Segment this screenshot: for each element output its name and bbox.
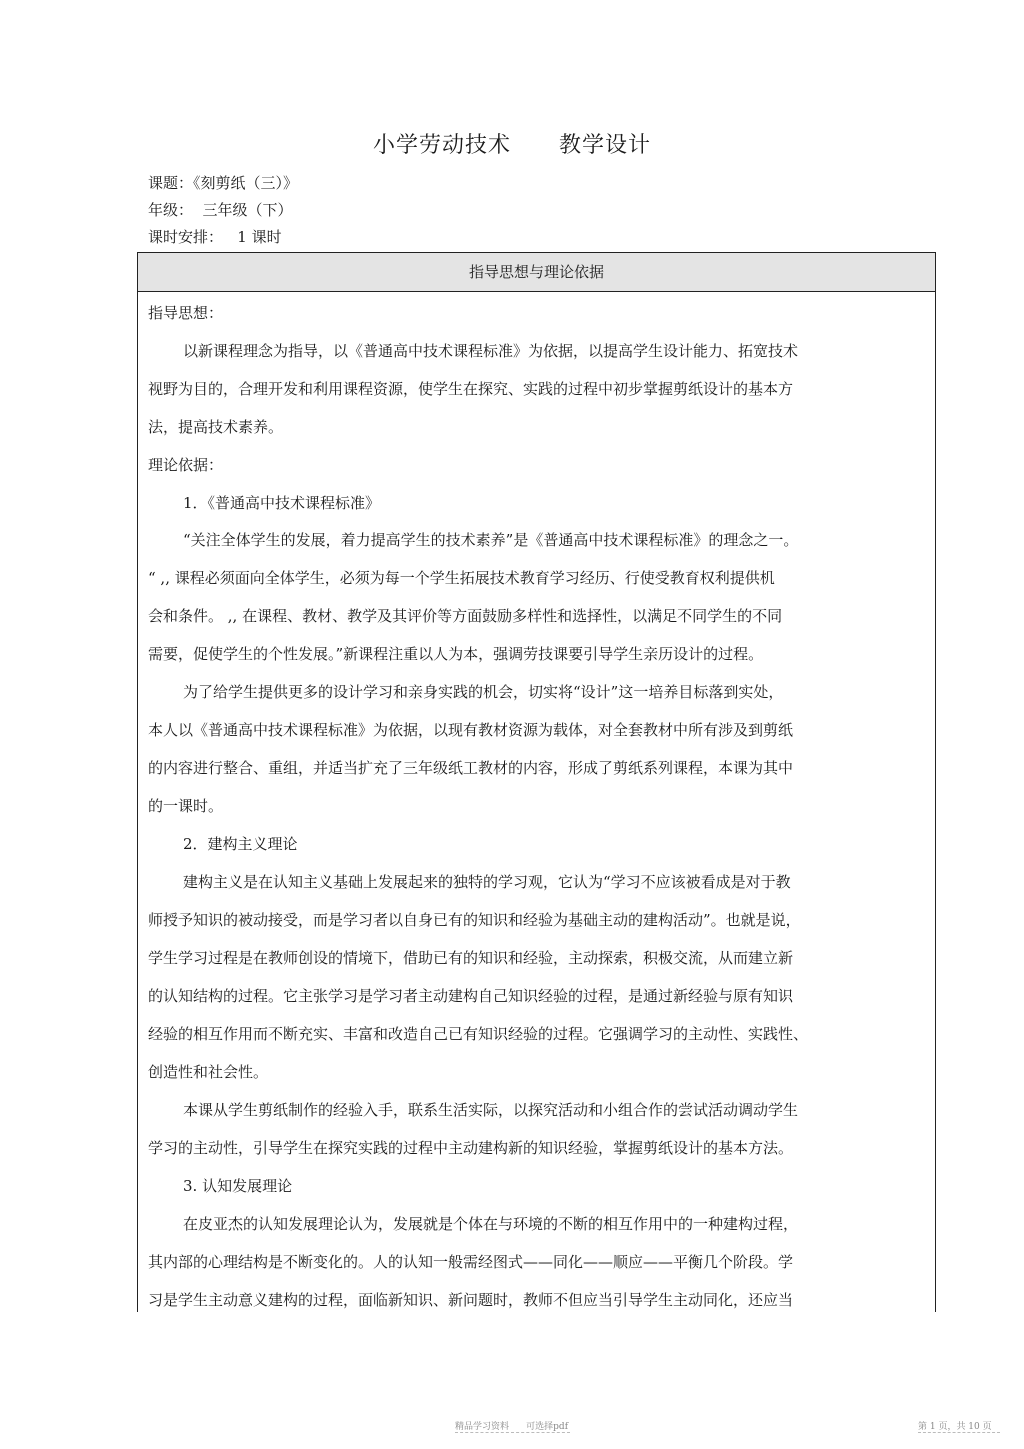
text-line: 以新课程理念为指导，以《普通高中技术课程标准》为依据，以提高学生设计能力、拓宽技术 bbox=[183, 342, 799, 360]
text-line: 在皮亚杰的认知发展理论认为，发展就是个体在与环境的不断的相互作用中的一种建构过程， bbox=[183, 1215, 799, 1233]
text-line: 的内容进行整合、重组，并适当扩充了三年级纸工教材的内容，形成了剪纸系列课程，本课为其中 bbox=[148, 759, 794, 777]
text-line: 习是学生主动意义建构的过程，面临新知识、新问题时，教师不但应当引导学生主动同化，还应当 bbox=[148, 1291, 794, 1309]
text-line: 法，提高技术素养。 bbox=[148, 418, 284, 436]
text-line: 本人以《普通高中技术课程标准》为依据，以现有教材资源为载体，对全套教材中所有涉及到剪纸 bbox=[148, 721, 794, 739]
text-line: “ ,, 课程必须面向全体学生，必须为每一个学生拓展技术教育学习经历、行使受教育权利提供机 bbox=[148, 569, 775, 587]
text-line: 创造性和社会性。 bbox=[148, 1063, 269, 1081]
text-line: 师授予知识的被动接受，而是学习者以自身已有的知识和经验为基础主动的建构活动”。也就是说， bbox=[148, 911, 801, 929]
meta-grade: 年级： 三年级（下） bbox=[148, 201, 293, 219]
text-line: 指导思想： bbox=[148, 304, 224, 322]
footer-divider bbox=[918, 1432, 1000, 1433]
meta-topic: 课题：《刻剪纸（三）》 bbox=[148, 174, 299, 192]
meta-hours: 课时安排： 1 课时 bbox=[148, 228, 282, 246]
footer-watermark: 精品学习资料 可选择pdf bbox=[455, 1422, 569, 1432]
footer-divider bbox=[455, 1432, 570, 1433]
text-line: 本课从学生剪纸制作的经验入手，联系生活实际，以探究活动和小组合作的尝试活动调动学生 bbox=[183, 1101, 799, 1119]
text-line: 3. 认知发展理论 bbox=[183, 1177, 293, 1195]
text-line: 理论依据： bbox=[148, 456, 224, 474]
text-line: 视野为目的，合理开发和利用课程资源，使学生在探究、实践的过程中初步掌握剪纸设计的基本方 bbox=[148, 380, 794, 398]
text-line: “关注全体学生的发展，着力提高学生的技术素养”是《普通高中技术课程标准》的理念之一。 bbox=[183, 531, 799, 549]
text-line: 经验的相互作用而不断充实、丰富和改造自己已有知识经验的过程。它强调学习的主动性、实践性、 bbox=[148, 1025, 809, 1043]
text-line: 建构主义是在认知主义基础上发展起来的独特的学习观，它认为“学习不应该被看成是对于教 bbox=[183, 873, 791, 891]
text-line: 学习的主动性，引导学生在探究实践的过程中主动建构新的知识经验，掌握剪纸设计的基本方法。 bbox=[148, 1139, 794, 1157]
text-line: 2．建构主义理论 bbox=[183, 835, 298, 853]
text-line: 需要，促使学生的个性发展。”新课程注重以人为本，强调劳技课要引导学生亲历设计的过程。 bbox=[148, 645, 764, 663]
text-line: 1．《普通高中技术课程标准》 bbox=[183, 494, 381, 512]
text-line: 为了给学生提供更多的设计学习和亲身实践的机会，切实将“设计”这一培养目标落到实处， bbox=[183, 683, 784, 701]
table-header: 指导思想与理论依据 bbox=[138, 253, 935, 292]
text-line: 的一课时。 bbox=[148, 797, 224, 815]
text-line: 学生学习过程是在教师创设的情境下，借助已有的知识和经验，主动探索，积极交流，从而建立新 bbox=[148, 949, 794, 967]
text-line: 的认知结构的过程。它主张学习是学习者主动建构自己知识经验的过程，是通过新经验与原有知识 bbox=[148, 987, 794, 1005]
text-line: 其内部的心理结构是不断变化的。人的认知一般需经图式——同化——顺应——平衡几个阶段。学 bbox=[148, 1253, 794, 1271]
page-number: 第 1 页，共 10 页 bbox=[918, 1422, 992, 1432]
document-title: 小学劳动技术 教学设计 bbox=[373, 133, 651, 158]
text-line: 会和条件。 ,, 在课程、教材、教学及其评价等方面鼓励多样性和选择性，以满足不同学生的不同 bbox=[148, 607, 783, 625]
